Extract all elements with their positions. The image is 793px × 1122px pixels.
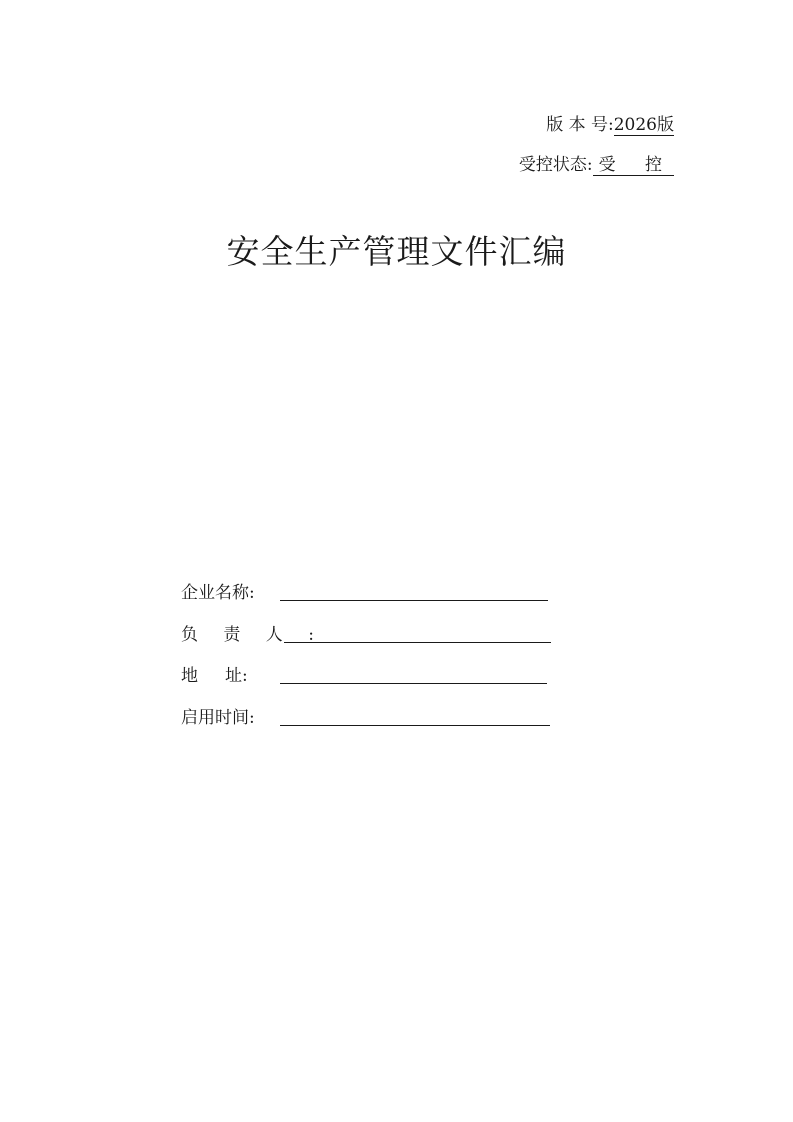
company-name-label: 企业名称: — [181, 583, 255, 603]
control-status-value: 受 控 — [593, 155, 674, 176]
address-blank-line — [280, 683, 547, 684]
version-value: 2026版 — [613, 115, 674, 135]
owner-blank-line — [284, 642, 551, 643]
company-name-blank-line — [280, 600, 548, 601]
start-date-label: 启用时间: — [181, 708, 255, 728]
address-label: 地 址: — [181, 666, 248, 686]
document-title: 安全生产管理文件汇编 — [226, 232, 567, 271]
control-status-label: 受控状态: — [518, 155, 593, 175]
version-label: 版 本 号: — [546, 115, 614, 135]
control-status-line — [519, 150, 674, 176]
start-date-blank-line — [280, 725, 550, 726]
owner-label: 负 责 人 : — [181, 625, 324, 645]
version-line — [546, 110, 674, 136]
